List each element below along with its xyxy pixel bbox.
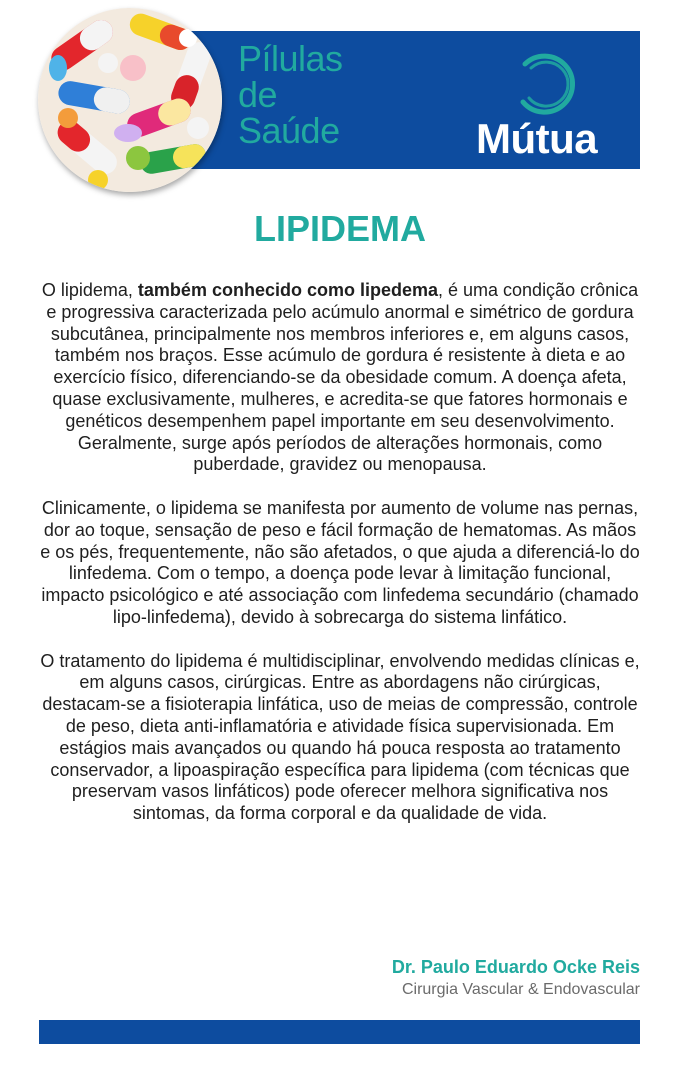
brand-name: Mútua xyxy=(476,115,598,162)
author-specialty: Cirurgia Vascular & Endovascular xyxy=(401,981,640,998)
paragraph-1-intro: O lipidema, xyxy=(41,280,138,300)
article-title: LIPIDEMA xyxy=(253,208,426,249)
series-title-line-2: de xyxy=(238,74,278,115)
mutua-ring-logo-icon xyxy=(511,50,583,120)
series-title xyxy=(238,38,438,151)
article-body xyxy=(40,280,640,847)
paragraph-1-highlight: também conhecido como lipedema xyxy=(137,280,438,300)
series-title-line-1: Pílulas xyxy=(238,38,343,79)
series-title-line-3: Saúde xyxy=(238,110,340,151)
footer-bar xyxy=(39,1020,640,1044)
article-paragraph-2: Clinicamente, o lipidema se manifesta por aumento de volume nas pernas, dor ao toque, sensação de peso e fácil formação de hematomas. As mãos e os pés, frequentemente, não são afetados, o que ajuda a diferenciá-lo do linfedema. Com o tempo, a doença pode levar à limitação funcional, impacto psicológico e até associação com linfedema secundário (chamado lipo-linfedema), devido à sobrecarga do sistema linfático. xyxy=(40,497,640,627)
article-paragraph-3: O tratamento do lipidema é multidisciplinar, envolvendo medidas clínicas e, em alguns casos, cirúrgicas. Entre as abordagens não cirúrgicas, destacam-se a fisioterapia linfática, uso de meias de compressão, controle de peso, dieta anti-inflamatória e atividade física supervisionada. Em estágios mais avançados ou quando há pouca resposta ao tratamento conservador, a lipoaspiração específica para lipidema (com técnicas que preservam vasos linfáticos) pode oferecer melhora significativa nos sintomas, da forma corporal e da qualidade de vida. xyxy=(40,650,640,824)
pills-photo xyxy=(38,8,222,192)
article-paragraph-1 xyxy=(40,280,640,476)
paragraph-1-rest: , é uma condição crônica e progressiva caracterizada pelo acúmulo anormal e simétrico de gordura subcutânea, principalmente nos membros inferiores e, em alguns casos, também nos braços. Esse acúmulo de gordura é resistente à dieta e ao exercício físico, diferenciando-se da obesidade comum. A doença afeta, quase exclusivamente, mulheres, e acredita-se que fatores hormonais e genéticos desempenhem papel importante em seu desenvolvimento. Geralmente, surge após períodos de alterações hormonais, como puberdade, gravidez ou menopausa. xyxy=(46,280,639,475)
author-name: Dr. Paulo Eduardo Ocke Reis xyxy=(391,957,640,977)
